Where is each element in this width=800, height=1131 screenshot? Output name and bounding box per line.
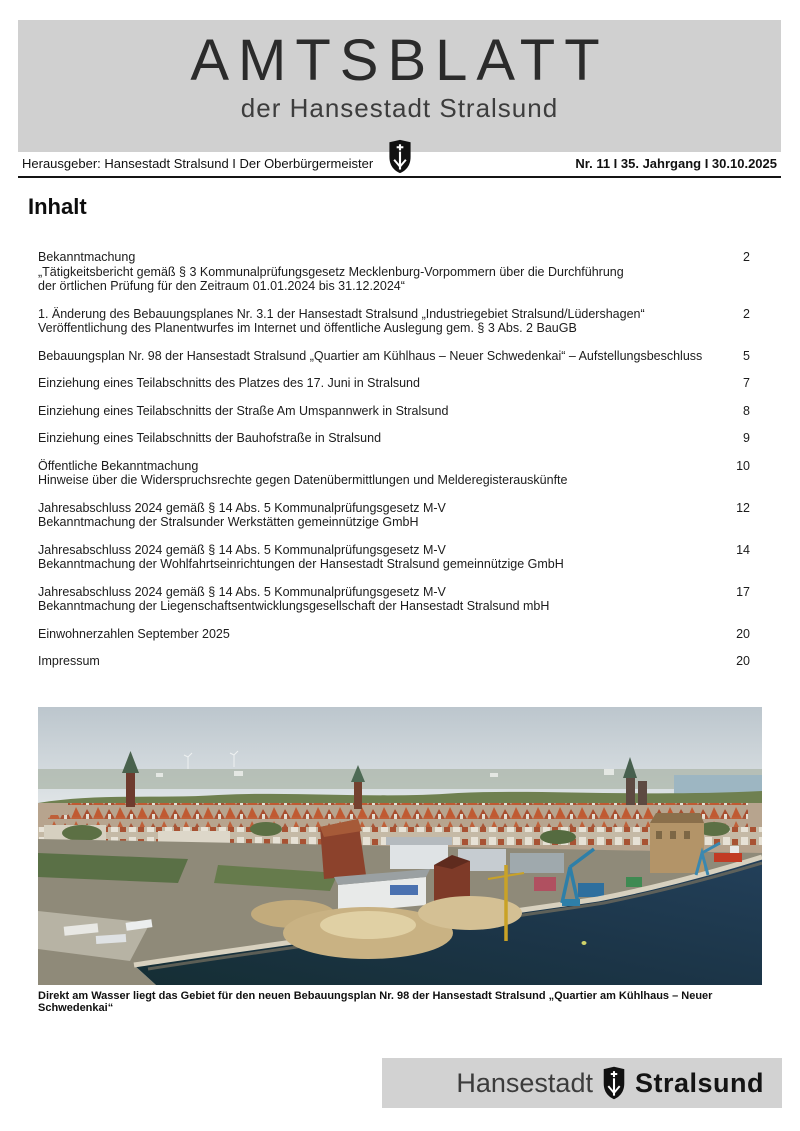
- toc-entry-line: Jahresabschluss 2024 gemäß § 14 Abs. 5 Kommunalprüfungsgesetz M-V: [38, 542, 446, 557]
- toc-entry-text: [38, 404, 724, 419]
- toc-entry-line: Bekanntmachung der Liegenschaftsentwicklungsgesellschaft der Hansestadt Stralsund mbH: [38, 599, 550, 613]
- toc-entry-line: Bekanntmachung der Stralsunder Werkstätten gemeinnützige GmbH: [38, 515, 419, 529]
- toc-entry-line: Einwohnerzahlen September 2025: [38, 626, 230, 641]
- toc-entry-text: [38, 307, 724, 336]
- toc-entry-page: 5: [743, 348, 750, 363]
- footer-logo-stralsund: Stralsund: [634, 1067, 764, 1098]
- toc-entry: [38, 349, 750, 364]
- photo-caption: Direkt am Wasser liegt das Gebiet für den neuen Bebauungsplan Nr. 98 der Hansestadt Stralsund „Quartier am Kühlhaus – Neuer Schwedenkai“: [38, 990, 713, 1014]
- toc-entry-line: Öffentliche Bekanntmachung: [38, 458, 199, 473]
- toc-list: [38, 250, 750, 682]
- toc-entry: [38, 501, 750, 530]
- footer-logo-bar: [382, 1058, 782, 1108]
- footer-stralsund-crest-icon: [602, 1066, 626, 1100]
- toc-entry-line: Veröffentlichung des Planentwurfes im Internet und öffentliche Auslegung gem. § 3 Abs. 2 BauGB: [38, 321, 577, 335]
- toc-entry-page: 10: [736, 458, 750, 473]
- masthead-banner: [18, 20, 781, 152]
- toc-entry: [38, 404, 750, 419]
- toc-entry-page: 8: [743, 403, 750, 418]
- toc-entry-page: 7: [743, 376, 750, 390]
- toc-entry-line: Jahresabschluss 2024 gemäß § 14 Abs. 5 Kommunalprüfungsgesetz M-V: [38, 584, 446, 599]
- toc-entry: [38, 654, 750, 669]
- toc-entry: [38, 431, 750, 446]
- toc-entry-text: [38, 501, 724, 530]
- toc-entry-line: Bekanntmachung: [38, 250, 136, 264]
- toc-entry-page: 20: [736, 626, 750, 641]
- toc-entry-text: [38, 627, 724, 642]
- toc-entry-line: 1. Änderung des Bebauungsplanes Nr. 3.1 der Hansestadt Stralsund „Industriegebiet Stralsund/Lüdershagen“: [38, 306, 645, 321]
- toc-entry: [38, 250, 750, 294]
- toc-entry-text: [38, 250, 724, 294]
- publisher-row: [18, 152, 781, 174]
- toc-entry-page: 2: [743, 306, 750, 321]
- toc-entry-line: Bekanntmachung der Wohlfahrtseinrichtungen der Hansestadt Stralsund gemeinnützige GmbH: [38, 557, 564, 571]
- issue-info: Nr. 11 I 35. Jahrgang I 30.10.2025: [575, 155, 777, 171]
- toc-entry-line: Einziehung eines Teilabschnitts der Bauhofstraße in Stralsund: [38, 431, 382, 445]
- aerial-photo-stralsund-harbor: [38, 707, 762, 985]
- toc-entry: [38, 585, 750, 614]
- publisher-line: Herausgeber: Hansestadt Stralsund I Der Oberbürgermeister: [22, 155, 374, 171]
- masthead-title: AMTSBLATT: [190, 28, 609, 93]
- toc-entry: [38, 627, 750, 642]
- toc-entry-line: „Tätigkeitsbericht gemäß § 3 Kommunalprüfungsgesetz Mecklenburg-Vorpommern über die Durchführung: [38, 264, 624, 279]
- toc-entry-line: Einziehung eines Teilabschnitts des Platzes des 17. Juni in Stralsund: [38, 376, 420, 390]
- toc-heading: Inhalt: [28, 194, 87, 219]
- toc-entry-text: [38, 431, 724, 446]
- photo-sky: [38, 707, 762, 807]
- toc-entry-text: [38, 654, 724, 669]
- toc-entry-page: 17: [736, 584, 750, 599]
- header-divider: [18, 176, 781, 178]
- toc-entry-line: Impressum: [38, 654, 100, 668]
- toc-entry-line: Bebauungsplan Nr. 98 der Hansestadt Stralsund „Quartier am Kühlhaus – Neuer Schwedenkai“ – Aufstellungsbeschluss: [38, 348, 703, 363]
- masthead-subtitle: der Hansestadt Stralsund: [240, 93, 559, 123]
- toc-entry: [38, 376, 750, 391]
- toc-entry-text: [38, 349, 724, 364]
- toc-entry-line: Hinweise über die Widerspruchsrechte gegen Datenübermittlungen und Melderegisterauskünfte: [38, 473, 568, 487]
- toc-entry: [38, 543, 750, 572]
- toc-entry-line: Einziehung eines Teilabschnitts der Straße Am Umspannwerk in Stralsund: [38, 403, 449, 418]
- toc-entry-text: [38, 376, 724, 391]
- toc-entry-text: [38, 585, 724, 614]
- toc-entry-page: 12: [736, 500, 750, 515]
- toc-entry-text: [38, 543, 724, 572]
- toc-entry: [38, 307, 750, 336]
- toc-entry-page: 20: [736, 654, 750, 668]
- footer-logo-hansestadt: Hansestadt: [456, 1067, 593, 1098]
- toc-entry-line: der örtlichen Prüfung für den Zeitraum 01.01.2024 bis 31.12.2024“: [38, 279, 405, 293]
- toc-entry-page: 9: [743, 431, 750, 445]
- toc-entry-page: 2: [743, 250, 750, 264]
- toc-entry-page: 14: [736, 542, 750, 557]
- toc-entry: [38, 459, 750, 488]
- toc-entry-text: [38, 459, 724, 488]
- toc-entry-line: Jahresabschluss 2024 gemäß § 14 Abs. 5 Kommunalprüfungsgesetz M-V: [38, 500, 446, 515]
